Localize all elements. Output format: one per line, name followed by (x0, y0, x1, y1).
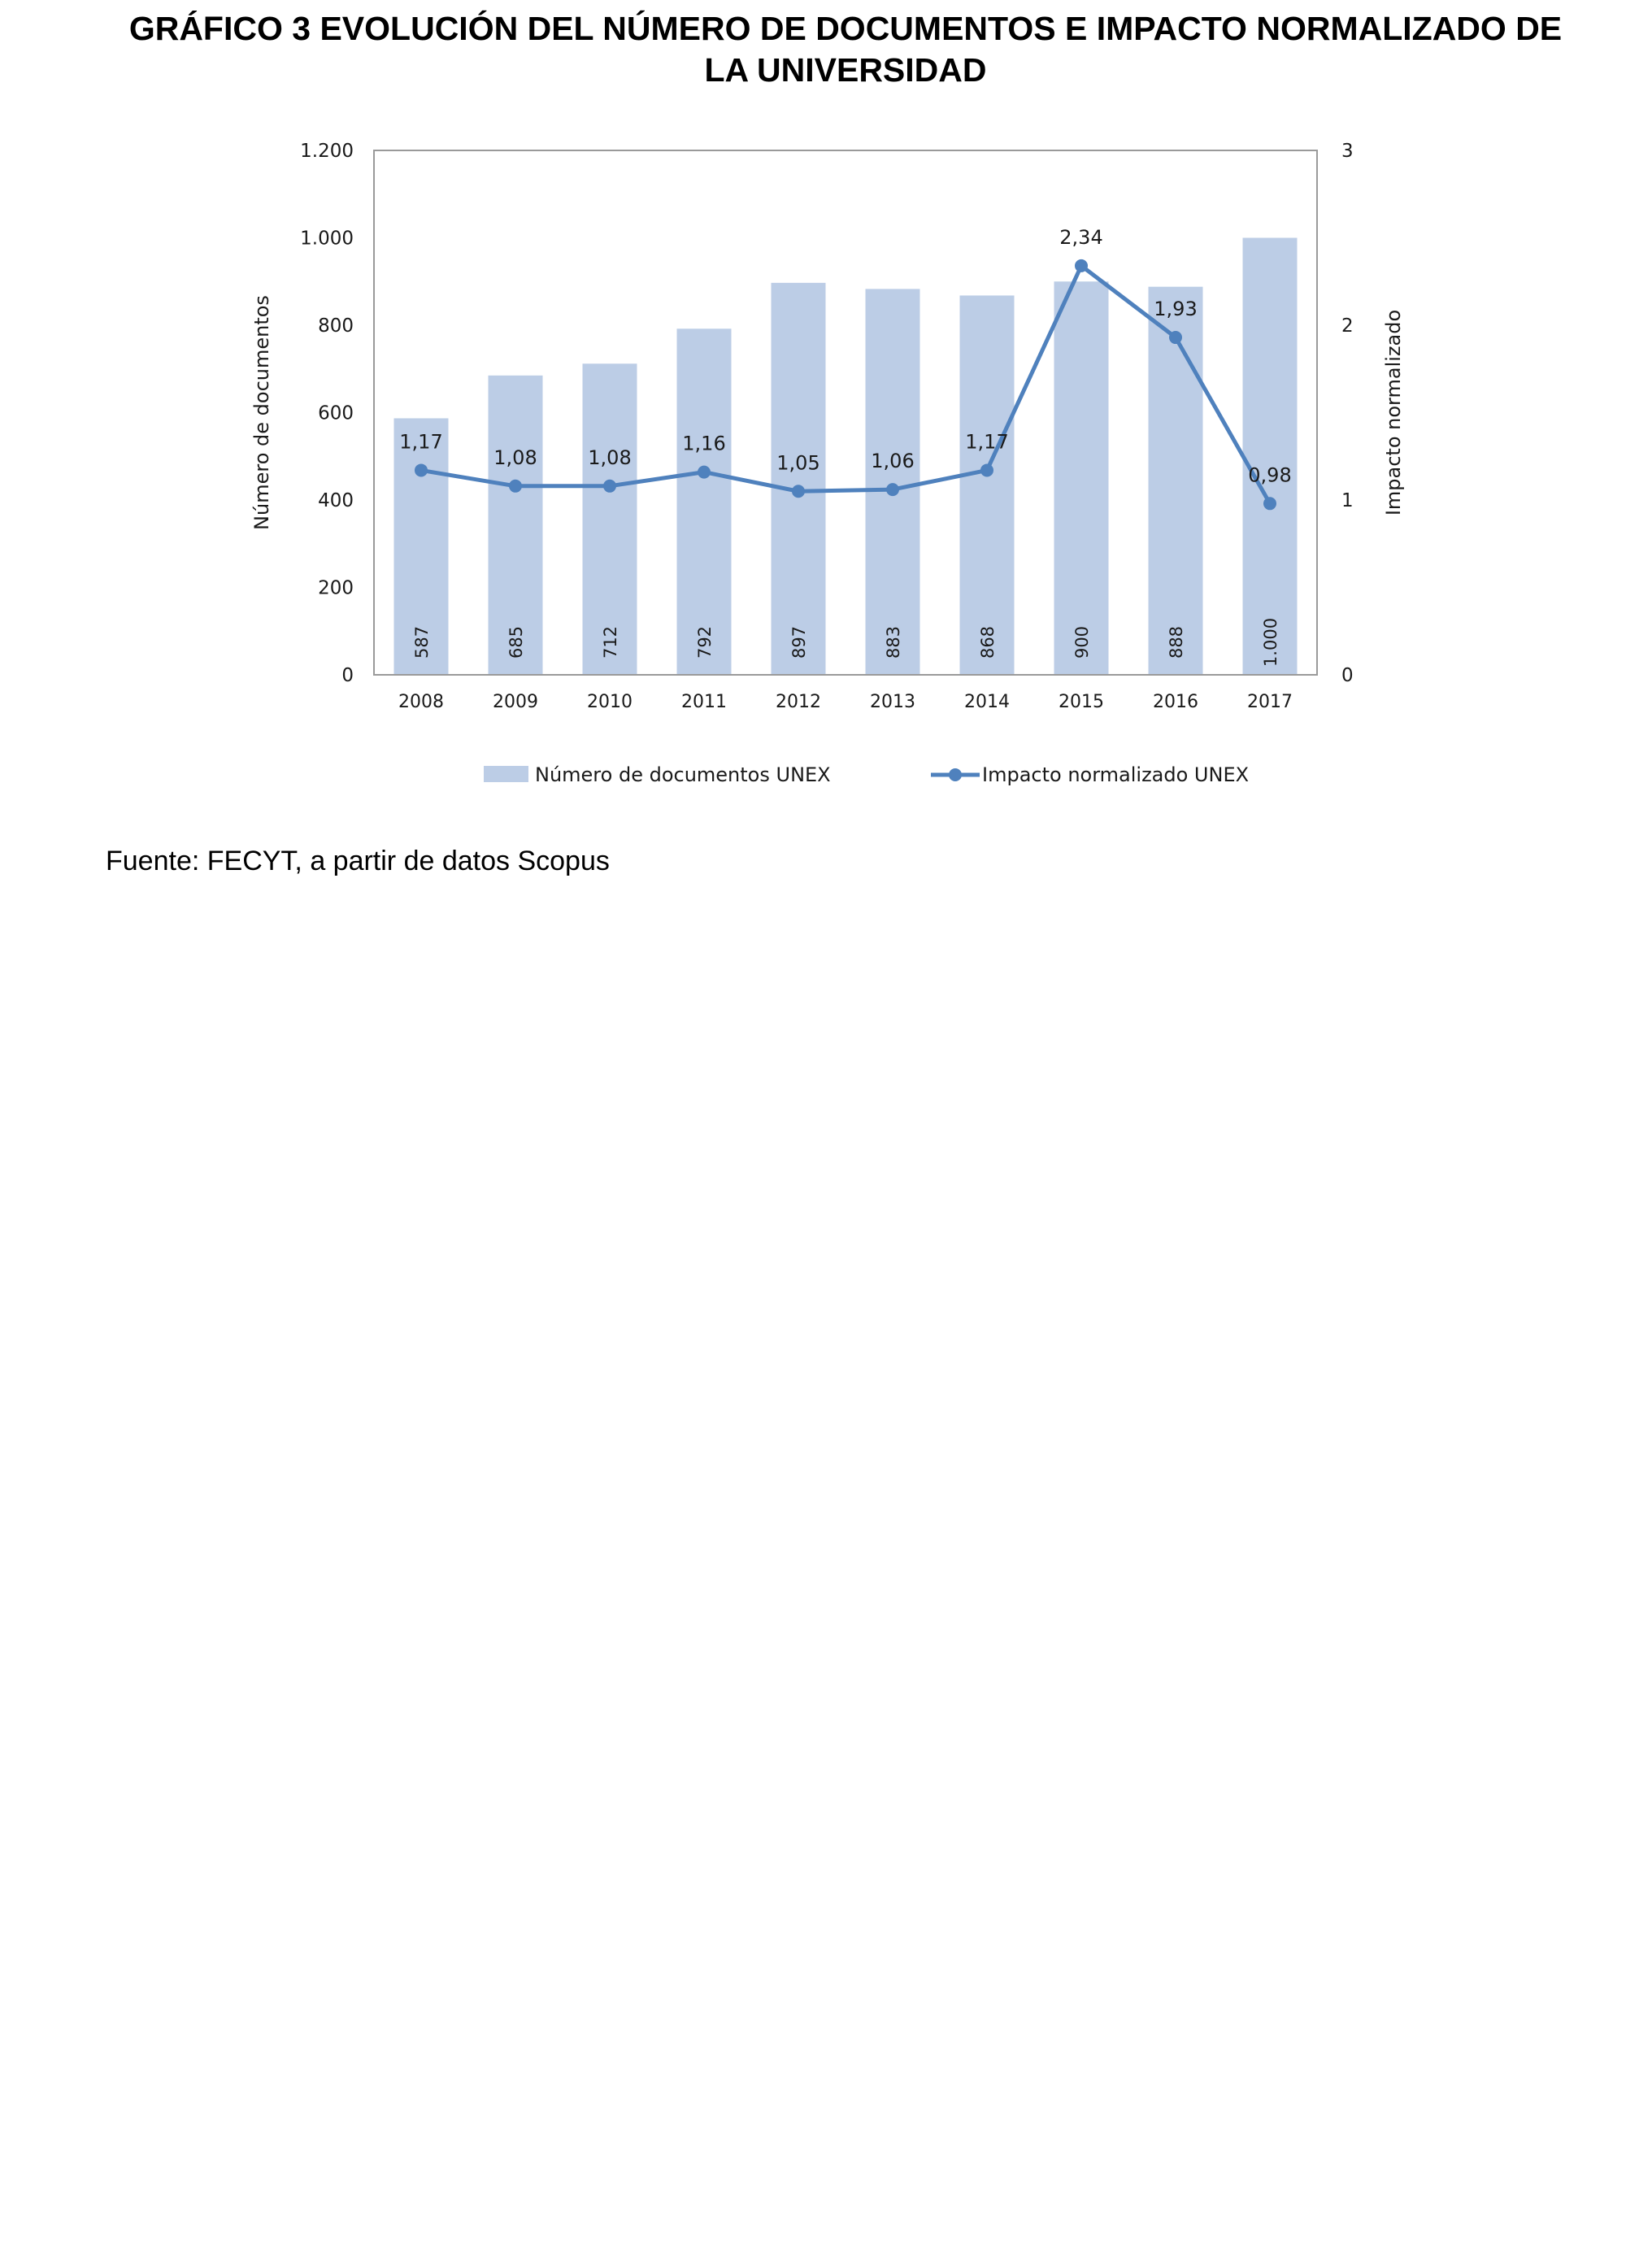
y-tick-label: 1.000 (300, 228, 354, 250)
bar-value-label: 868 (978, 625, 998, 659)
x-tick-label: 2012 (776, 692, 821, 712)
x-tick-label: 2008 (398, 692, 444, 712)
combo-chart (0, 0, 1652, 837)
y-tick-label: 400 (318, 490, 354, 511)
x-tick-label: 2011 (681, 692, 727, 712)
line-value-label: 1,16 (682, 432, 726, 455)
line-point (603, 480, 616, 493)
line-value-label: 1,08 (588, 446, 632, 469)
line-value-label: 1,08 (493, 446, 537, 469)
line-point (1263, 497, 1276, 510)
x-tick-label: 2013 (870, 692, 915, 712)
line-value-label: 1,17 (399, 430, 443, 454)
line-point (886, 483, 899, 496)
bar (960, 295, 1015, 675)
x-tick-label: 2009 (493, 692, 538, 712)
heading-line-1: GRÁFICO 3 EVOLUCIÓN DEL NÚMERO DE DOCUMENTOS E IMPACTO NORMALIZADO DE (128, 10, 1563, 47)
x-tick-label: 2010 (587, 692, 633, 712)
source-note: Fuente: FECYT, a partir de datos Scopus (106, 846, 610, 876)
y-axis-title: Número de documentos (250, 295, 273, 530)
line-point (792, 485, 805, 498)
bar (772, 283, 826, 675)
impact-line (421, 266, 1270, 503)
bar-value-label: 900 (1072, 625, 1092, 659)
line-value-label: 1,05 (776, 451, 820, 475)
bar (1149, 287, 1203, 675)
y-tick-label: 200 (318, 577, 354, 599)
bar (1054, 281, 1109, 675)
bar (866, 289, 920, 675)
line-value-label: 0,98 (1248, 463, 1292, 487)
legend-line-label: Impacto normalizado UNEX (982, 763, 1250, 786)
bar-value-label: 712 (601, 625, 620, 659)
x-tick-label: 2014 (964, 692, 1010, 712)
line-value-label: 2,34 (1059, 225, 1103, 249)
line-point (980, 463, 993, 476)
line-point (1169, 331, 1182, 344)
y-tick-label: 800 (318, 315, 354, 337)
line-point (415, 463, 428, 476)
line-point (698, 466, 711, 479)
line-value-label: 1,93 (1154, 298, 1198, 321)
legend-line-marker (949, 768, 962, 781)
line-point (509, 480, 522, 493)
y2-axis-title: Impacto normalizado (1382, 309, 1405, 516)
y2-tick-label: 3 (1341, 141, 1354, 162)
bar-value-label: 888 (1167, 625, 1186, 659)
x-tick-label: 2016 (1153, 692, 1198, 712)
bar-value-label: 587 (412, 625, 432, 659)
y-tick-label: 0 (341, 665, 354, 686)
y2-tick-label: 1 (1341, 490, 1354, 511)
bar (1243, 238, 1298, 676)
bar-value-label: 1.000 (1261, 617, 1280, 668)
y2-tick-label: 0 (1341, 665, 1354, 686)
x-tick-label: 2015 (1059, 692, 1104, 712)
line-point (1075, 259, 1088, 272)
y-tick-label: 600 (318, 402, 354, 424)
bar-value-label: 792 (695, 625, 715, 659)
line-value-label: 1,06 (871, 450, 915, 473)
bar (677, 328, 732, 675)
x-tick-label: 2017 (1247, 692, 1293, 712)
y2-tick-label: 2 (1341, 315, 1354, 337)
legend-bar-swatch (484, 766, 528, 782)
heading-line-2: LA UNIVERSIDAD (704, 51, 987, 89)
line-value-label: 1,17 (965, 430, 1009, 454)
bar-value-label: 883 (884, 625, 903, 659)
legend-bar-label: Número de documentos UNEX (535, 763, 831, 786)
bar-value-label: 897 (789, 625, 809, 659)
bar-value-label: 685 (506, 625, 526, 659)
y-tick-label: 1.200 (300, 141, 354, 162)
